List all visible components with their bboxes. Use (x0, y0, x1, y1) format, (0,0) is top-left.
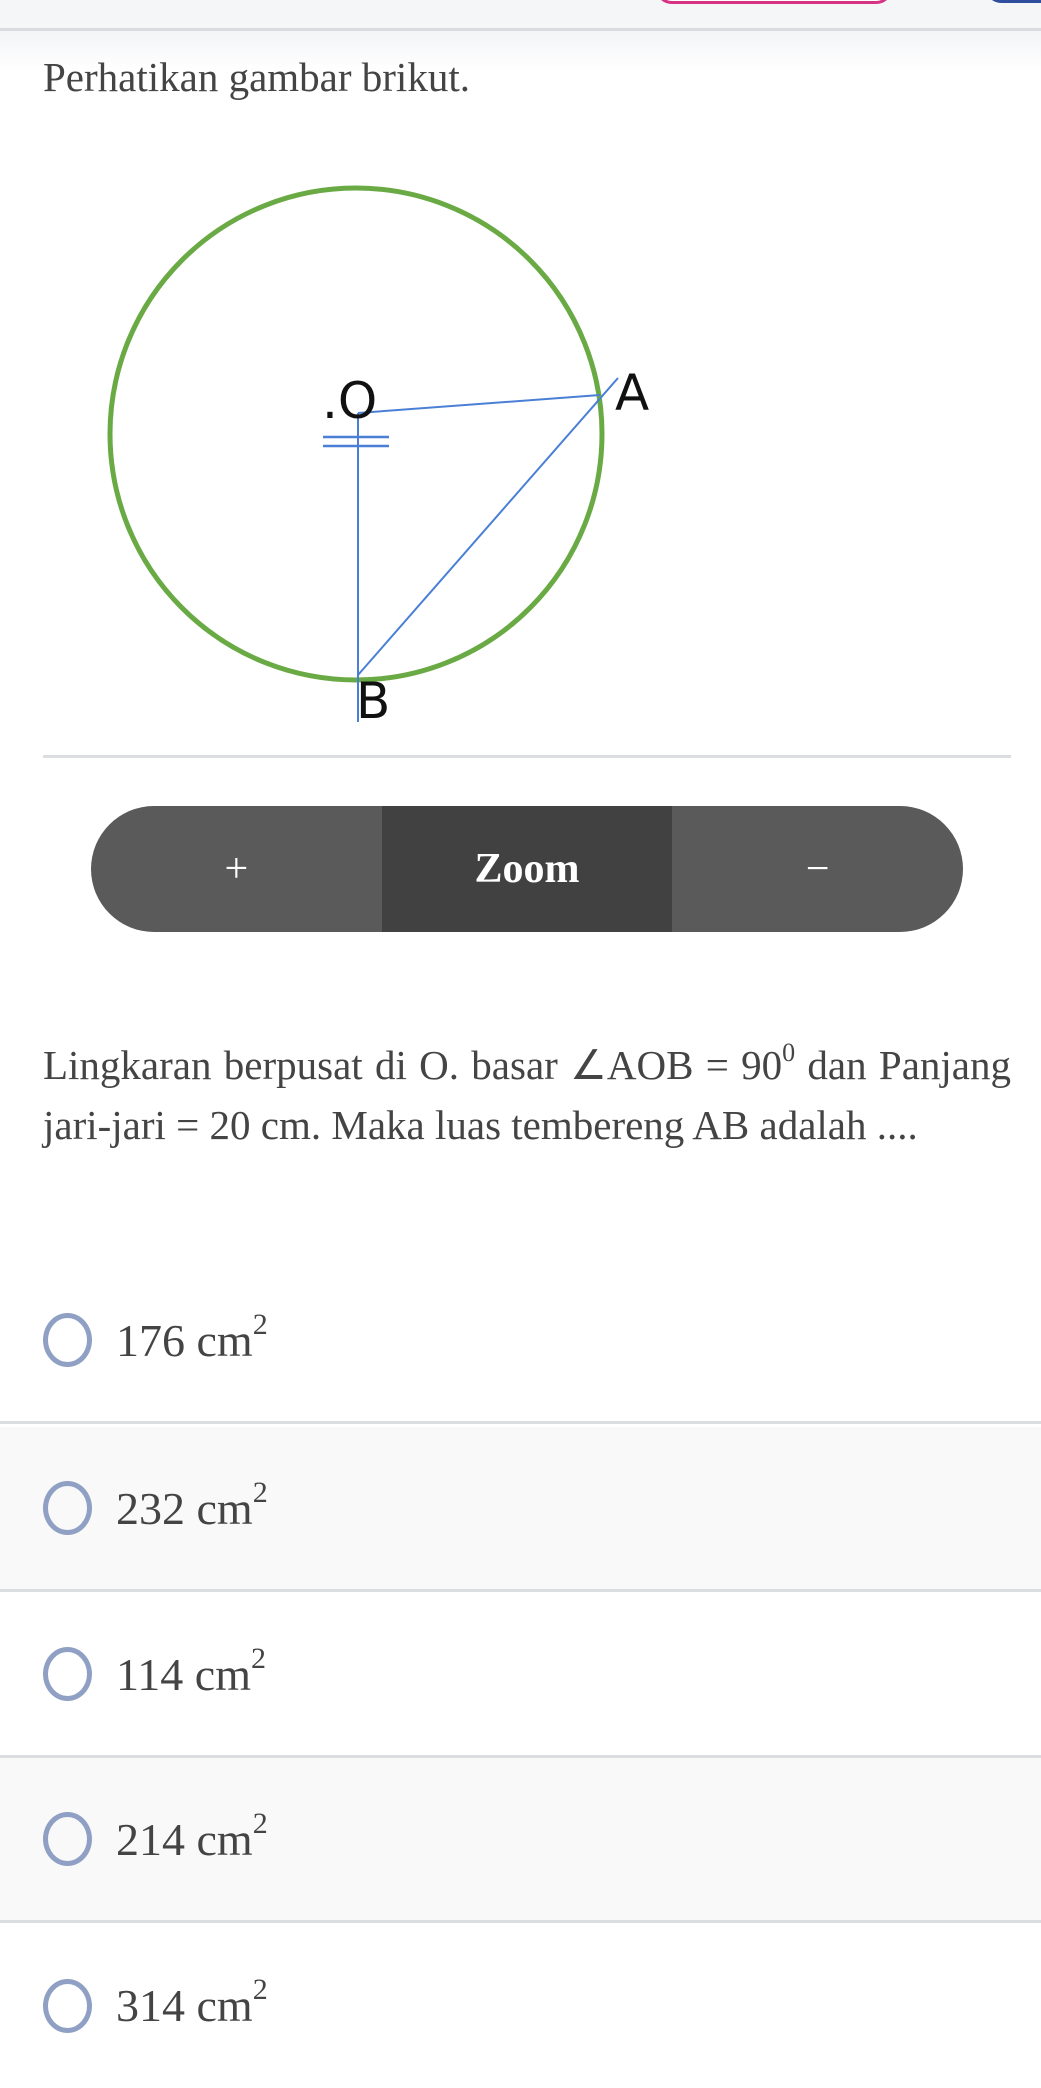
answer-option[interactable] (0, 1259, 1041, 1424)
option-label: 232 $cm^2$ (116, 1475, 268, 1534)
radius-oa (358, 395, 600, 413)
zoom-control (91, 806, 963, 932)
radio-icon[interactable] (43, 1313, 92, 1367)
zoom-out-button[interactable]: − (672, 806, 963, 932)
answer-option[interactable] (0, 1427, 1041, 1592)
label-o: .O (322, 372, 378, 430)
radio-icon[interactable] (43, 1647, 92, 1701)
circle-diagram (0, 0, 1041, 760)
label-b: B (356, 672, 391, 730)
divider (43, 755, 1011, 758)
option-label: 176 $cm^2$ (116, 1307, 268, 1366)
circle (110, 188, 602, 680)
option-label: 214 $cm^2$ (116, 1806, 268, 1865)
answer-option[interactable] (0, 1923, 1041, 2088)
question-text (43, 1035, 1011, 1155)
question-part1: Lingkaran berpusat di O. basar (43, 1042, 571, 1088)
question-sup: 0 (782, 1038, 796, 1067)
question-part2: dan Panjang jari-jari = 20 cm. Maka luas tembereng AB adalah .... (43, 1042, 1011, 1148)
answer-option[interactable] (0, 1758, 1041, 1923)
answer-option[interactable] (0, 1593, 1041, 1758)
chord-ab (358, 378, 618, 675)
label-a: A (615, 364, 650, 422)
option-label: 314 $cm^2$ (116, 1973, 268, 2031)
zoom-label: Zoom (382, 806, 673, 932)
radio-icon[interactable] (43, 1481, 92, 1535)
radio-icon[interactable] (43, 1979, 92, 2033)
zoom-in-button[interactable]: + (91, 806, 382, 932)
option-label: 114 $cm^2$ (116, 1641, 266, 1700)
question-intro: Perhatikan gambar brikut. (43, 54, 470, 100)
radio-icon[interactable] (43, 1812, 92, 1866)
question-math: ∠AOB = 90 (570, 1042, 783, 1088)
